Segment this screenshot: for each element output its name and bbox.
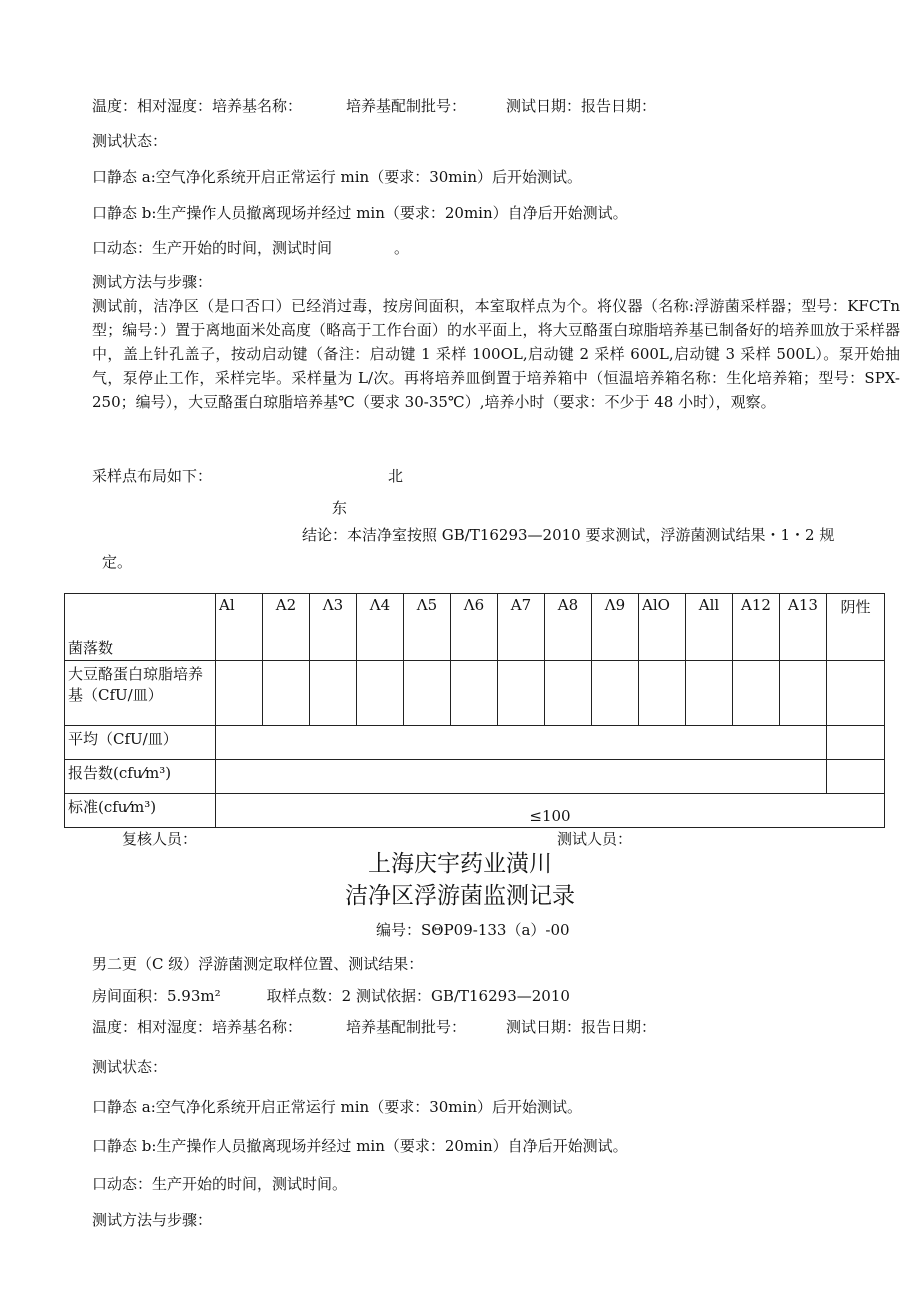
- north-label: 北: [388, 467, 404, 485]
- data-cell: [357, 661, 404, 726]
- column-header: All: [686, 594, 733, 661]
- standard-value: ≤100: [216, 794, 885, 828]
- column-header: AlO: [639, 594, 686, 661]
- column-header: Λ9: [592, 594, 639, 661]
- company-name: 上海庆宇药业潢川: [368, 851, 552, 877]
- data-cell: [686, 661, 733, 726]
- info-temp-2: 温度：相对湿度：培养基名称：: [92, 1018, 303, 1036]
- data-cell: [404, 661, 451, 726]
- static-b-option: 口静态 b:生产操作人员撤离现场并经过 min（要求：20min）自净后开始测试。: [92, 204, 628, 222]
- static-a-option-2: 口静态 a:空气净化系统开启正常运行 min（要求：30min）后开始测试。: [92, 1098, 582, 1116]
- data-cell: [827, 661, 885, 726]
- status-label: 测试状态：: [92, 132, 168, 150]
- column-header: Al: [216, 594, 263, 661]
- results-table: [64, 593, 885, 828]
- document-code: 编号：SΘP09-133（a）-00: [376, 921, 570, 939]
- column-header: 阴性: [827, 594, 885, 661]
- column-header: A12: [733, 594, 780, 661]
- dynamic-option-2: 口动态：生产开始的时间，测试时间。: [92, 1175, 348, 1193]
- conclusion-end: 定。: [102, 553, 133, 571]
- area-line: [92, 986, 570, 1006]
- data-cell: [216, 661, 263, 726]
- method-label-2: 测试方法与步骤：: [92, 1211, 213, 1229]
- info-dates: 测试日期：报告日期：: [506, 97, 657, 115]
- colony-count-label: 菌落数: [65, 594, 216, 661]
- data-cell: [733, 661, 780, 726]
- data-cell: [780, 661, 827, 726]
- column-header: A2: [263, 594, 310, 661]
- table-row: [65, 726, 885, 760]
- average-value-cell: [216, 726, 827, 760]
- data-cell: [498, 661, 545, 726]
- layout-label: 采样点布局如下：: [92, 467, 213, 485]
- data-cell: [263, 661, 310, 726]
- conclusion-line: 结论：本洁净室按照 GB/T16293—2010 要求测试，浮游菌测试结果・1・2 规: [302, 526, 835, 544]
- info-line-1: [92, 96, 656, 116]
- dynamic-text: 口动态：生产开始的时间，测试时间: [92, 239, 333, 257]
- average-negative-cell: [827, 726, 885, 760]
- medium-label: 大豆酪蛋白琼脂培养基（CfU/皿）: [65, 661, 216, 726]
- table-row: [65, 794, 885, 828]
- reviewer-label: 复核人员：: [122, 830, 198, 848]
- column-header: Λ4: [357, 594, 404, 661]
- data-cell: [451, 661, 498, 726]
- report-value-cell: [216, 760, 827, 794]
- sample-points: 取样点数：2 测试依据：GB/T16293—2010: [266, 987, 570, 1005]
- room-area: 房间面积：5.93m²: [92, 987, 221, 1005]
- standard-label: 标准(cfu⁄m³): [65, 794, 216, 828]
- column-header: Λ3: [310, 594, 357, 661]
- method-label: 测试方法与步骤：: [92, 273, 213, 291]
- tester-label: 测试人员：: [557, 830, 633, 848]
- report-negative-cell: [827, 760, 885, 794]
- method-paragraph: 测试前，洁净区（是口否口）已经消过毒，按房间面积，本室取样点为个。将仪器（名称:浮游菌采样器；型号：KFCTn型；编号：）置于离地面米处高度（略高于工作台面）的水平面上，将大豆酪蛋白琼脂培养基已制备好的培养皿放于采样器中，盖上针孔盖子，按动启动键（备注：启动键 1 采样 100OL,启动键 2 采样 600L,启动键 3 采样 500L）。泵开始抽气，泵停止工作，采样完毕。采样量为 L/次。再将培养皿倒置于培养箱中（恒温培养箱名称：生化培养箱；型号：SPX-250；编号），大豆酪蛋白琼脂培养基℃（要求 30-35℃）,培养小时（要求：不少于 48 小时），观察。: [92, 297, 900, 411]
- data-cell: [310, 661, 357, 726]
- status-label-2: 测试状态：: [92, 1058, 168, 1076]
- info-dates-2: 测试日期：报告日期：: [506, 1018, 657, 1036]
- info-batch-2: 培养基配制批号：: [346, 1018, 467, 1036]
- average-label: 平均（CfU/皿）: [65, 726, 216, 760]
- info-line-2: [92, 1017, 656, 1037]
- dynamic-option: [92, 238, 409, 258]
- data-cell: [592, 661, 639, 726]
- static-a-option: 口静态 a:空气净化系统开启正常运行 min（要求：30min）后开始测试。: [92, 168, 582, 186]
- room-line: 男二更（C 级）浮游菌测定取样位置、测试结果：: [92, 955, 424, 973]
- record-title: 洁净区浮游菌监测记录: [345, 883, 575, 909]
- info-temp: 温度：相对湿度：培养基名称：: [92, 97, 303, 115]
- column-header: Λ6: [451, 594, 498, 661]
- table-header-row: [65, 594, 885, 661]
- data-cell: [639, 661, 686, 726]
- info-batch: 培养基配制批号：: [346, 97, 467, 115]
- column-header: Λ5: [404, 594, 451, 661]
- static-b-option-2: 口静态 b:生产操作人员撤离现场并经过 min（要求：20min）自净后开始测试。: [92, 1137, 628, 1155]
- column-header: A13: [780, 594, 827, 661]
- east-label: 东: [332, 499, 348, 517]
- column-header: A7: [498, 594, 545, 661]
- report-label: 报告数(cfu⁄m³): [65, 760, 216, 794]
- table-row: [65, 760, 885, 794]
- data-cell: [545, 661, 592, 726]
- column-header: A8: [545, 594, 592, 661]
- dynamic-end: 。: [394, 239, 410, 257]
- table-row: [65, 661, 885, 726]
